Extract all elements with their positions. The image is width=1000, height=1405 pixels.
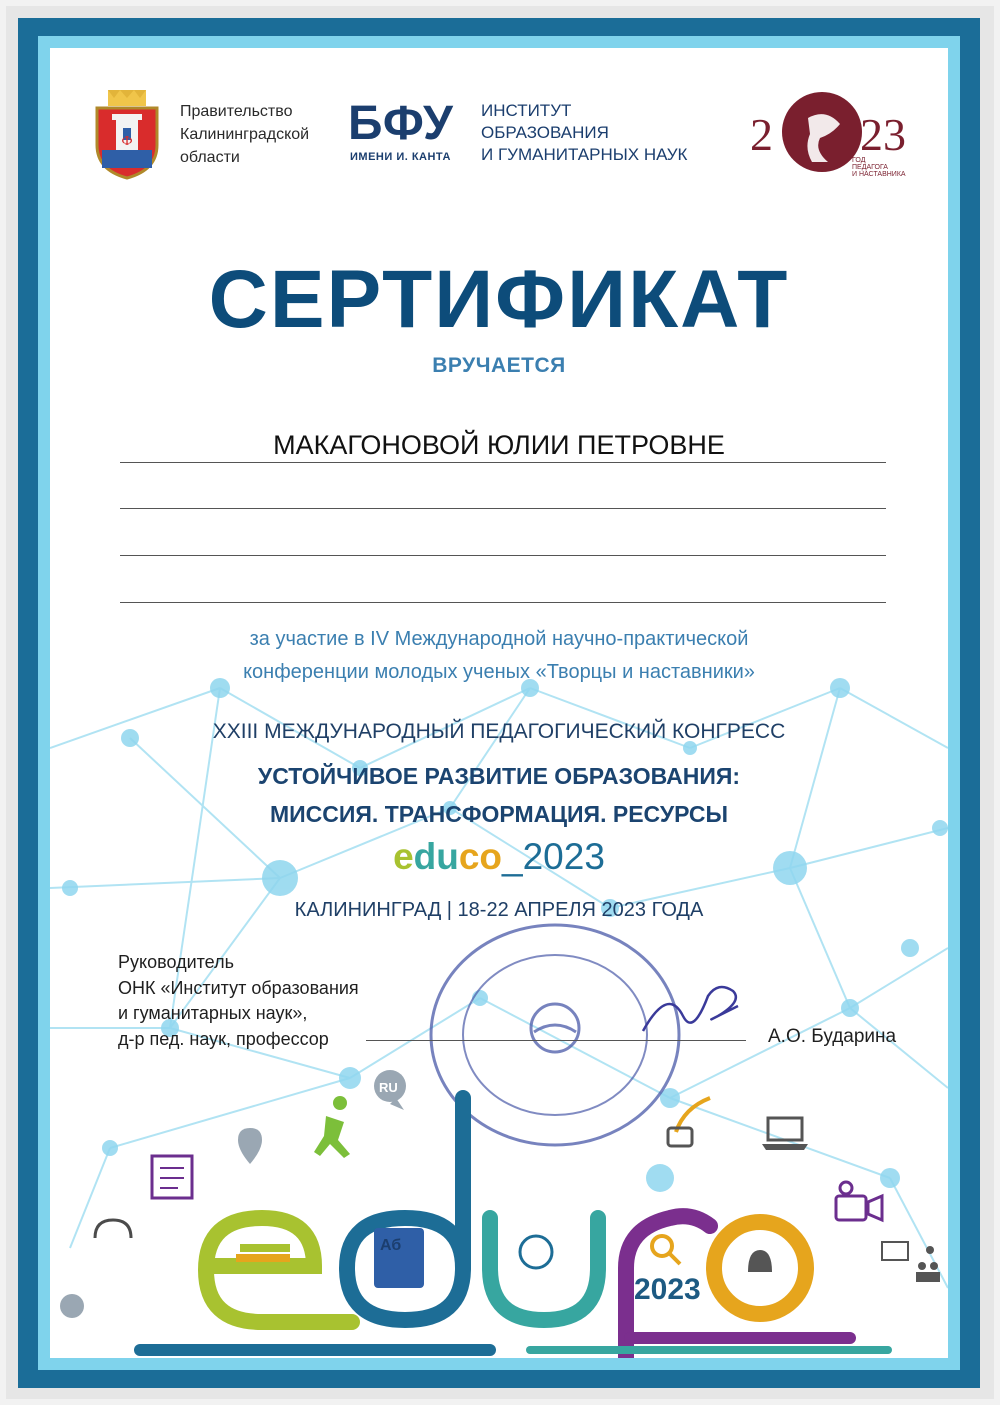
laptop-icon bbox=[762, 1118, 808, 1150]
signatory-position bbox=[118, 950, 359, 1052]
map-pin-icon bbox=[238, 1128, 262, 1164]
globe-icon bbox=[60, 1294, 84, 1318]
bfu-logo-subtitle: ИМЕНИ И. КАНТА bbox=[350, 151, 451, 163]
year-logo-sub: И НАСТАВНИКА bbox=[852, 171, 906, 178]
theme-line: УСТОЙЧИВОЕ РАЗВИТИЕ ОБРАЗОВАНИЯ: bbox=[257, 763, 741, 789]
year-logo-text: 2 bbox=[750, 109, 773, 160]
magnifier-icon bbox=[652, 1236, 680, 1264]
signatory-line: ОНК «Институт образования bbox=[118, 977, 359, 998]
participation-text bbox=[50, 623, 948, 689]
headset-icon bbox=[95, 1220, 131, 1238]
scroll-icon bbox=[152, 1156, 192, 1198]
signatory-line: Руководитель bbox=[118, 952, 234, 972]
books-icon bbox=[236, 1244, 290, 1262]
ru-label: RU bbox=[379, 1080, 398, 1095]
government-name bbox=[180, 100, 309, 169]
signatory-name: А.О. Бударина bbox=[768, 1026, 897, 1047]
underline bbox=[120, 508, 886, 509]
signatory-line: и гуманитарных наук», bbox=[118, 1003, 308, 1023]
underline bbox=[120, 602, 886, 603]
gov-line: Калининградской bbox=[180, 126, 310, 143]
educo-year: _2023 bbox=[502, 836, 605, 877]
participation-line: за участие в IV Международной научно-практической bbox=[249, 628, 749, 650]
congress-theme bbox=[50, 757, 948, 833]
year-of-teacher-logo bbox=[748, 88, 908, 180]
signatory-line: д-р пед. наук, профессор bbox=[118, 1028, 329, 1049]
certificate-page bbox=[50, 48, 948, 1358]
quill-icon bbox=[668, 1098, 710, 1146]
theme-line: МИССИЯ. ТРАНСФОРМАЦИЯ. РЕСУРСЫ bbox=[269, 801, 729, 827]
kaliningrad-coat-of-arms-icon bbox=[92, 90, 162, 180]
svg-text:Ф: Ф bbox=[121, 134, 133, 149]
year-logo-sub: ПЕДАГОГА bbox=[852, 164, 888, 171]
educo-logo bbox=[50, 836, 948, 878]
bell-icon bbox=[748, 1250, 772, 1272]
institute-line: ИНСТИТУТ bbox=[481, 101, 572, 120]
institute-line: И ГУМАНИТАРНЫХ НАУК bbox=[481, 145, 688, 164]
educo-du: du bbox=[413, 836, 459, 877]
video-camera-icon bbox=[836, 1182, 882, 1220]
educo-co: co bbox=[458, 836, 503, 877]
institute-line: ОБРАЗОВАНИЯ bbox=[481, 123, 609, 142]
book-label: Аб bbox=[380, 1237, 402, 1254]
congress-title: XXIII МЕЖДУНАРОДНЫЙ ПЕДАГОГИЧЕСКИЙ КОНГРЕСС bbox=[212, 720, 786, 743]
year-logo-sub: ГОД bbox=[852, 157, 866, 164]
bfu-logo-mark: БФУ bbox=[348, 97, 454, 150]
recipient-name: МАКАГОНОВОЙ ЮЛИИ ПЕТРОВНЕ bbox=[273, 430, 725, 460]
signature-line bbox=[366, 1040, 746, 1041]
certificate-title: СЕРТИФИКАТ bbox=[208, 254, 790, 345]
underline bbox=[120, 462, 886, 463]
gov-line: Правительство bbox=[180, 103, 293, 120]
institute-name bbox=[481, 100, 687, 166]
svg-text:23: 23 bbox=[860, 109, 906, 160]
gov-line: области bbox=[180, 149, 240, 166]
educo-e: e bbox=[393, 836, 414, 877]
presenter-icon bbox=[882, 1242, 940, 1282]
educo-u-shape bbox=[490, 1218, 598, 1320]
city-date: КАЛИНИНГРАД | 18-22 АПРЕЛЯ 2023 ГОДА bbox=[294, 899, 704, 921]
educo-year-badge: 2023 bbox=[634, 1273, 701, 1306]
educo-e-shape bbox=[206, 1218, 352, 1322]
palette-icon bbox=[520, 1236, 552, 1268]
awarded-label: ВРУЧАЕТСЯ bbox=[432, 354, 566, 377]
participation-line: конференции молодых ученых «Творцы и наставники» bbox=[243, 661, 755, 683]
underline bbox=[120, 555, 886, 556]
educo-decoration bbox=[50, 1058, 948, 1358]
runner-icon bbox=[314, 1096, 350, 1158]
signature-scribble bbox=[638, 976, 748, 1046]
